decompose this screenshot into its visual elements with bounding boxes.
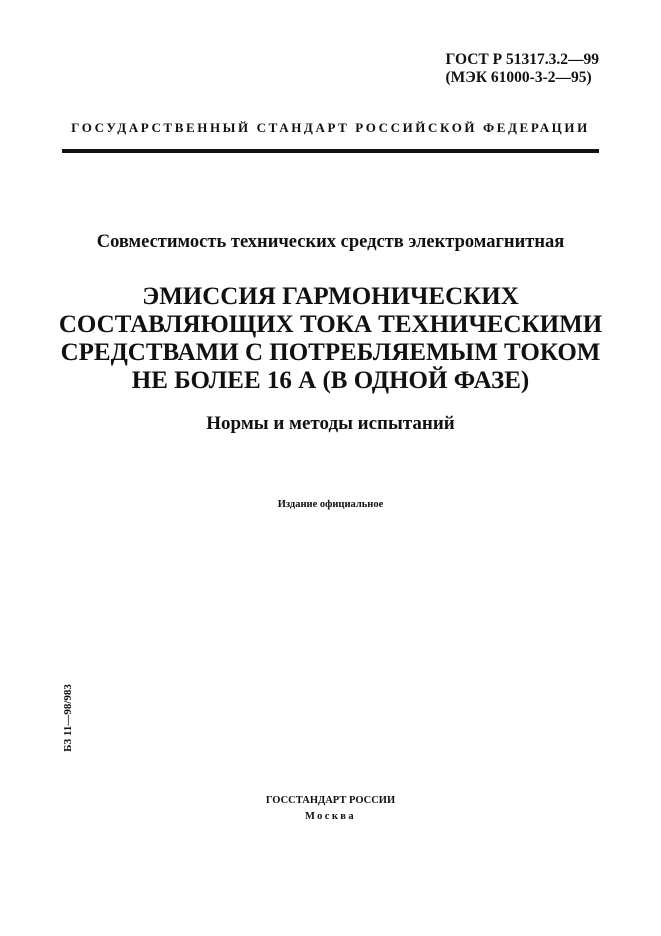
side-code [60, 663, 76, 773]
publication-city: Москва [304, 811, 357, 822]
side-code-text: БЗ 11—98/983 [62, 684, 74, 752]
title-part: Нормы и методы испытаний [206, 413, 455, 434]
subject-title: Совместимость технических средств электромагнитная [96, 232, 565, 252]
state-standard-heading: ГОСУДАРСТВЕННЫЙ СТАНДАРТ РОССИЙСКОЙ ФЕДЕРАЦИИ [71, 120, 590, 135]
main-title [0, 283, 661, 395]
document-number-block [446, 51, 599, 87]
main-title-line: СОСТАВЛЯЮЩИХ ТОКА ТЕХНИЧЕСКИМИ [58, 311, 603, 338]
edition-label: Издание официальное [277, 499, 384, 510]
main-title-line: НЕ БОЛЕЕ 16 А (В ОДНОЙ ФАЗЕ) [131, 367, 530, 394]
iec-number: (МЭК 61000-3-2—95) [445, 69, 592, 86]
main-title-line: СРЕДСТВАМИ С ПОТРЕБЛЯЕМЫМ ТОКОМ [60, 339, 601, 366]
publisher: ГОССТАНДАРТ РОССИИ [265, 795, 396, 806]
gost-number: ГОСТ Р 51317.3.2—99 [445, 51, 599, 68]
header-divider [62, 149, 599, 153]
main-title-line: ЭМИССИЯ ГАРМОНИЧЕСКИХ [142, 283, 519, 310]
